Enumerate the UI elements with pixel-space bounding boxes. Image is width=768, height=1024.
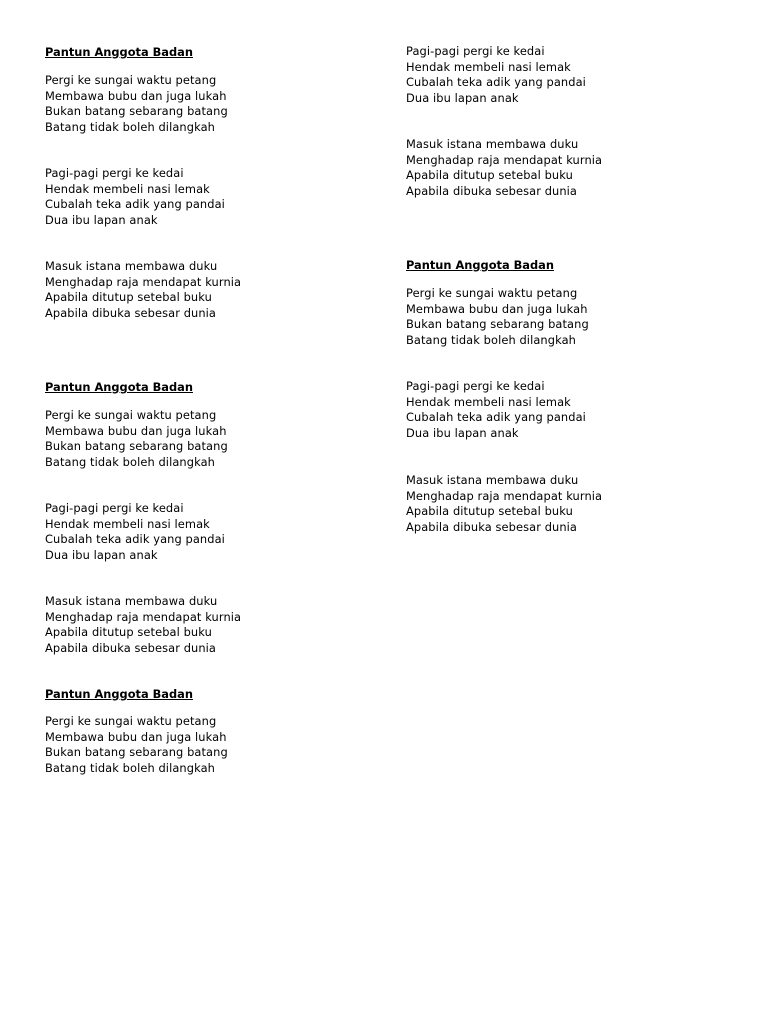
verse-line: Bukan batang sebarang batang bbox=[45, 439, 228, 453]
verse-line: Membawa bubu dan juga lukah bbox=[45, 423, 227, 438]
stanza-2 bbox=[406, 44, 586, 106]
verse-line: Membawa bubu dan juga lukah bbox=[45, 88, 227, 103]
verse-line: Bukan batang sebarang batang bbox=[406, 317, 589, 331]
verse-line: Hendak membeli nasi lemak bbox=[45, 516, 210, 531]
stanza-1 bbox=[406, 286, 589, 348]
verse-line: Batang tidak boleh dilangkah bbox=[45, 119, 215, 134]
stanza-2 bbox=[45, 501, 225, 563]
verse-line: Menghadap raja mendapat kurnia bbox=[406, 488, 603, 503]
poem-title bbox=[406, 258, 554, 273]
verse-line: Apabila dibuka sebesar dunia bbox=[45, 305, 217, 320]
verse-line: Pagi-pagi pergi ke kedai bbox=[45, 166, 184, 180]
stanza-3 bbox=[406, 473, 602, 535]
verse-line: Batang tidak boleh dilangkah bbox=[45, 454, 215, 469]
stanza-3 bbox=[45, 594, 241, 656]
verse-line: Batang tidak boleh dilangkah bbox=[45, 760, 215, 775]
verse-line: Pergi ke sungai waktu petang bbox=[45, 408, 217, 422]
poem-title-text: Pantun Anggota Badan bbox=[45, 687, 193, 701]
verse-line: Pagi-pagi pergi ke kedai bbox=[406, 44, 545, 58]
verse-line: Cubalah teka adik yang pandai bbox=[45, 532, 225, 546]
verse-line: Pergi ke sungai waktu petang bbox=[45, 73, 217, 87]
verse-line: Pergi ke sungai waktu petang bbox=[406, 286, 578, 300]
verse-line: Masuk istana membawa duku bbox=[406, 473, 579, 487]
verse-line: Masuk istana membawa duku bbox=[45, 594, 218, 608]
verse-line: Apabila ditutup setebal buku bbox=[406, 168, 573, 182]
stanza-3 bbox=[45, 259, 241, 321]
verse-line: Pergi ke sungai waktu petang bbox=[45, 714, 217, 728]
verse-line: Apabila dibuka sebesar dunia bbox=[406, 519, 578, 534]
verse-line: Pagi-pagi pergi ke kedai bbox=[45, 501, 184, 515]
verse-line: Dua ibu lapan anak bbox=[406, 90, 519, 105]
verse-line: Menghadap raja mendapat kurnia bbox=[406, 152, 603, 167]
verse-line: Pagi-pagi pergi ke kedai bbox=[406, 379, 545, 393]
stanza-1 bbox=[45, 408, 228, 470]
verse-line: Apabila ditutup setebal buku bbox=[45, 625, 212, 639]
verse-line: Membawa bubu dan juga lukah bbox=[406, 301, 588, 316]
verse-line: Dua ibu lapan anak bbox=[45, 547, 158, 562]
verse-line: Apabila dibuka sebesar dunia bbox=[406, 183, 578, 198]
stanza-1 bbox=[45, 714, 228, 776]
verse-line: Apabila ditutup setebal buku bbox=[45, 290, 212, 304]
poem-title-text: Pantun Anggota Badan bbox=[406, 258, 554, 272]
verse-line: Hendak membeli nasi lemak bbox=[406, 394, 571, 409]
verse-line: Membawa bubu dan juga lukah bbox=[45, 729, 227, 744]
stanza-2 bbox=[45, 166, 225, 228]
verse-line: Hendak membeli nasi lemak bbox=[406, 59, 571, 74]
stanza-1 bbox=[45, 73, 228, 135]
verse-line: Cubalah teka adik yang pandai bbox=[45, 197, 225, 211]
verse-line: Menghadap raja mendapat kurnia bbox=[45, 609, 242, 624]
stanza-3 bbox=[406, 137, 602, 199]
poem-title bbox=[45, 687, 193, 702]
poem-title bbox=[45, 380, 193, 395]
verse-line: Bukan batang sebarang batang bbox=[45, 745, 228, 759]
verse-line: Dua ibu lapan anak bbox=[45, 212, 158, 227]
poem-title-text: Pantun Anggota Badan bbox=[45, 380, 193, 394]
verse-line: Masuk istana membawa duku bbox=[406, 137, 579, 151]
verse-line: Cubalah teka adik yang pandai bbox=[406, 75, 586, 89]
stanza-2 bbox=[406, 379, 586, 441]
verse-line: Masuk istana membawa duku bbox=[45, 259, 218, 273]
verse-line: Bukan batang sebarang batang bbox=[45, 104, 228, 118]
verse-line: Dua ibu lapan anak bbox=[406, 425, 519, 440]
verse-line: Hendak membeli nasi lemak bbox=[45, 181, 210, 196]
poem-title bbox=[45, 45, 193, 60]
verse-line: Apabila ditutup setebal buku bbox=[406, 504, 573, 518]
verse-line: Menghadap raja mendapat kurnia bbox=[45, 274, 242, 289]
verse-line: Batang tidak boleh dilangkah bbox=[406, 332, 576, 347]
poem-title-text: Pantun Anggota Badan bbox=[45, 45, 193, 59]
verse-line: Cubalah teka adik yang pandai bbox=[406, 410, 586, 424]
verse-line: Apabila dibuka sebesar dunia bbox=[45, 640, 217, 655]
